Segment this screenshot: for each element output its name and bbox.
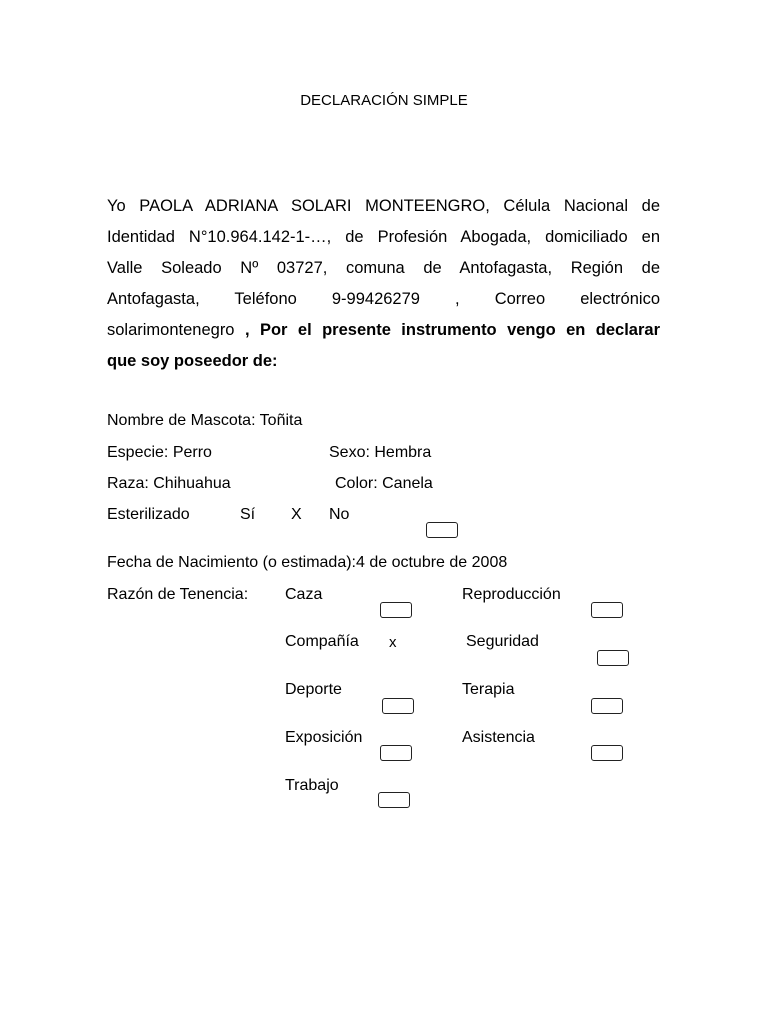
paragraph-line-5 [107,315,660,346]
species-field: Especie: Perro [107,444,212,461]
paragraph-line-6: que soy poseedor de: [107,352,278,370]
sex-field: Sexo: Hembra [329,444,432,461]
option-caza-checkbox[interactable] [380,602,412,618]
option-deporte-label: Deporte [285,681,342,698]
paragraph-line-4-text: Antofagasta, Teléfono 9-99426279 , Correo electrónico [107,290,660,308]
paragraph-line-1: Yo PAOLA ADRIANA SOLARI MONTEENGRO, Célula Nacional de [107,197,660,215]
option-compania-mark: x [389,634,397,651]
pet-name-field: Nombre de Mascota: Toñita [107,412,303,429]
option-asistencia-label: Asistencia [462,729,535,746]
option-terapia-checkbox[interactable] [591,698,623,714]
paragraph-line-4 [107,284,660,315]
option-exposicion-checkbox[interactable] [380,745,412,761]
option-trabajo-label: Trabajo [285,777,339,794]
no-label: No [329,506,350,523]
declaration-paragraph [107,191,660,377]
yes-mark: X [291,506,302,523]
option-seguridad-label: Seguridad [466,633,539,650]
declaration-statement-bold: , Por el presente instrumento vengo en declarar [244,321,660,339]
option-compania-label: Compañía [285,633,359,650]
option-deporte-checkbox[interactable] [382,698,414,714]
option-exposicion-label: Exposición [285,729,363,746]
document-title: DECLARACIÓN SIMPLE [300,92,468,109]
yes-label: Sí [240,506,256,523]
option-reproduccion-checkbox[interactable] [591,602,623,618]
option-trabajo-checkbox[interactable] [378,792,410,808]
option-terapia-label: Terapia [462,681,515,698]
paragraph-line-3: Valle Soleado Nº 03727, comuna de Antofagasta, Región de [107,259,660,277]
sterilized-label: Esterilizado [107,506,190,523]
paragraph-line-2: Identidad N°10.964.142-1-…, de Profesión Abogada, domiciliado en [107,228,660,246]
option-asistencia-checkbox[interactable] [591,745,623,761]
option-caza-label: Caza [285,586,323,603]
option-seguridad-checkbox[interactable] [597,650,629,666]
breed-field: Raza: Chihuahua [107,475,231,492]
option-reproduccion-label: Reproducción [462,586,561,603]
tenure-reason-label: Razón de Tenencia: [107,586,249,603]
no-checkbox[interactable] [426,522,458,538]
birth-date-field: Fecha de Nacimiento (o estimada):4 de octubre de 2008 [107,554,508,571]
email-text: solarimontenegro [107,321,245,339]
color-field: Color: Canela [335,475,433,492]
